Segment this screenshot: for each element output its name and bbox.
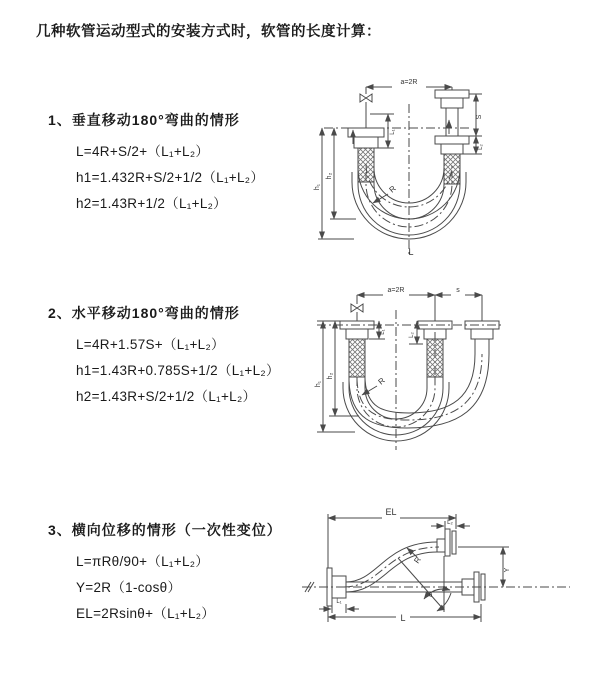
d3-dim-l2-label: L₂ xyxy=(447,520,453,526)
d3-labels xyxy=(336,507,511,623)
section-vertical-movement xyxy=(48,110,264,217)
d3-curved-hose xyxy=(344,542,439,592)
formula-line: EL=2Rsinθ+（L₁+L₂） xyxy=(76,606,216,621)
diagram-horizontal-180-bend xyxy=(305,282,600,462)
section-horizontal-movement xyxy=(48,303,280,410)
d1-dim-s-label: S xyxy=(476,114,483,120)
d3-theta-label: θ xyxy=(429,593,433,599)
formula-line: h1=1.43R+0.785S+1/2（L₁+L₂） xyxy=(76,363,280,378)
d2-dim-l2-label: L₂ xyxy=(409,332,415,338)
section-1-heading: 1、垂直移动180°弯曲的情形 xyxy=(48,112,240,128)
formula-line: h1=1.432R+S/2+1/2（L₁+L₂） xyxy=(76,170,265,185)
valve-icon xyxy=(360,94,372,102)
formula-line: h2=1.43R+S/2+1/2（L₁+L₂） xyxy=(76,389,257,404)
d3-dim-el-label: EL xyxy=(385,507,397,517)
d3-radius-label: R xyxy=(412,555,423,566)
d1-geometry xyxy=(318,87,482,256)
d3-bottom-right-flange xyxy=(462,572,485,602)
d2-right-flange xyxy=(465,321,499,354)
d2-dim-h2-label: h₂ xyxy=(327,372,334,380)
section-3-formulas xyxy=(76,549,282,627)
section-2-heading: 2、水平移动180°弯曲的情形 xyxy=(48,305,240,321)
d3-dim-l-label: L xyxy=(400,613,406,623)
d1-dim-h2-label: h₂ xyxy=(326,172,333,180)
page-title: 几种软管运动型式的安装方式时，软管的长度计算： xyxy=(36,24,381,40)
d1-length-label: L xyxy=(408,247,414,257)
formula-line: L=4R+S/2+（L₁+L₂） xyxy=(76,144,210,159)
d2-left-flange xyxy=(340,321,374,377)
d2-dim-a-label: a=2R xyxy=(387,287,405,294)
section-2-formulas xyxy=(76,332,280,410)
formula-line: h2=1.43R+1/2（L₁+L₂） xyxy=(76,196,227,211)
d3-dim-y-label: Y xyxy=(504,567,511,573)
section-3-heading: 3、横向位移的情形（一次性变位） xyxy=(48,522,282,538)
d1-dim-l1-label: L₁ xyxy=(390,129,396,135)
d1-dim-l2-label: L₂ xyxy=(478,144,484,150)
d1-radius-label: R xyxy=(387,183,398,195)
d2-dim-s-label: s xyxy=(456,287,460,294)
d3-geometry xyxy=(302,514,570,622)
d3-top-right-flange xyxy=(437,529,456,556)
diagram-vertical-180-bend xyxy=(308,72,600,267)
d2-dim-h1-label: h₁ xyxy=(315,380,322,388)
d1-dim-a-label: a=2R xyxy=(400,79,418,86)
d2-middle-flange xyxy=(418,321,452,377)
d3-dim-l1-label: L₁ xyxy=(336,599,342,605)
section-1-formulas xyxy=(76,139,264,217)
d1-right-upper-flange xyxy=(435,90,469,136)
formula-line: L=πRθ/90+（L₁+L₂） xyxy=(76,554,210,569)
d2-geometry xyxy=(317,295,501,450)
d2-radius-label: R xyxy=(376,375,387,387)
valve-icon xyxy=(351,304,363,312)
diagram-lateral-displacement xyxy=(298,500,590,645)
section-lateral-displacement xyxy=(48,520,282,627)
formula-line: L=4R+1.57S+（L₁+L₂） xyxy=(76,337,225,352)
d1-dim-h1-label: h₁ xyxy=(314,183,321,191)
formula-line: Y=2R（1-cosθ） xyxy=(76,580,182,595)
d2-dim-l1-label: L₁ xyxy=(380,329,386,335)
